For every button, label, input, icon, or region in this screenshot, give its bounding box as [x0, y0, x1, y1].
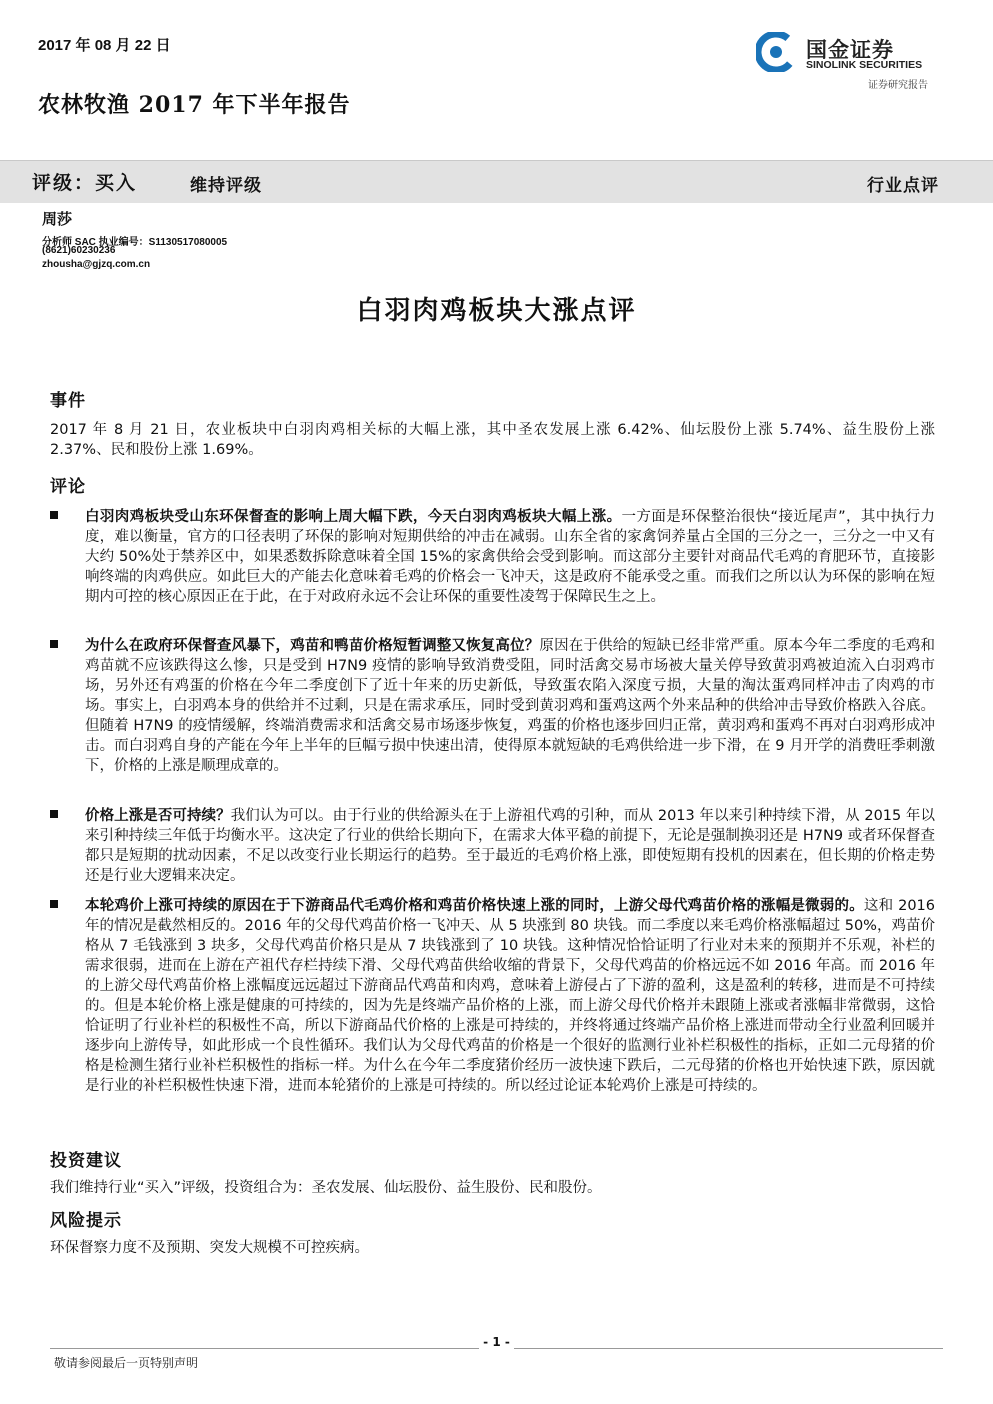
logo-subtitle: 证券研究报告 [868, 80, 928, 91]
footer-disclaimer: 敬请参阅最后一页特别声明 [54, 1356, 199, 1370]
section-risk-heading: 风险提示 [50, 1211, 122, 1231]
logo-cn-name: 国金证券 [806, 38, 894, 62]
comment-body: 原因在于供给的短缺已经非常严重。原本今年二季度的毛鸡和鸡苗就不应该跌得这么惨，只是受到 H7N9 疫情的影响导致消费受阻，同时活禽交易市场被大量关停导致黄羽鸡被迫流入白羽鸡市场，另外还有鸡蛋的价格在今年二季度创下了近十年来的历史新低，导致蛋农陷入深度亏损，大量的淘汰蛋鸡同样冲击了肉鸡的市场。事实上，白羽鸡本身的供给并不过剩，只是在需求承压，同时受到黄羽鸡和蛋鸡这两个外来品种的供给冲击导致价格跌入谷底。但随着 H7N9 的疫情缓解，终端消费需求和活禽交易市场逐步恢复，鸡蛋的价格也逐步回归正常，黄羽鸡和蛋鸡不再对白羽鸡形成冲击。而白羽鸡自身的产能在今年上半年的巨幅亏损中快速出清，使得原本就短缺的毛鸡供给进一步下滑，在 9 月开学的消费旺季刺激下，价格的上涨是顺理成章的。 [85, 638, 936, 774]
comment-body: 这和 2016 年的情况是截然相反的。2016 年的父母代鸡苗价格一飞冲天、从 5 块涨到 80 块钱。而二季度以来毛鸡价格涨幅超过 50%，鸡苗价格从 7 毛钱涨到 3 块多，父母代鸡苗价格只是从 7 块钱涨到了 10 块钱。这种情况恰恰证明了行业对未来的预期并不乐观，补栏的需求很弱，进而在上游在产祖代存栏持续下滑、父母代鸡苗供给收缩的背景下，父母代鸡苗的价格远远不如 2016 年高。而 2016 年的上游父母代鸡苗价格上涨幅度远远超过下游商品代鸡苗和肉鸡，意味着上游侵占了下游的盈利，这是盈利的转移，进而是不可持续的。但是本轮价格上涨是健康的可持续的，因为先是终端产品价格的上涨，而上游父母代价格并未跟随上涨或者涨幅非常微弱，这恰恰证明了行业补栏的积极性不高，所以下游商品代价格的上涨是可持续的，并终将通过终端产品价格上涨进而带动全行业盈利回暖并逐步向上游传导，如此形成一个良性循环。我们认为父母代鸡苗的价格是一个很好的监测行业补栏积极性的指标，正如二元母猪的价格是检测生猪行业补栏积极性的指标一样。为什么在今年二季度猪价经历一波快速下跌后，二元母猪的价格也开始快速下跌，原因就是行业的补栏积极性快速下滑，进而本轮猪价的上涨是可持续的。所以经过论证本轮鸡价上涨是可持续的。 [85, 898, 935, 1094]
rating-label: 评级：买入 [32, 172, 138, 194]
square-bullet-icon [50, 900, 58, 908]
analyst-name: 周莎 [42, 210, 73, 228]
comment-paragraph [85, 806, 935, 886]
report-series-title: 农林牧渔 2017 年下半年报告 [38, 92, 351, 118]
rating-bar [0, 160, 993, 203]
square-bullet-icon [50, 810, 58, 818]
analyst-email: zhousha@gjzq.com.cn [42, 259, 151, 270]
logo-en-name: SINOLINK SECURITIES [806, 59, 923, 71]
list-item [50, 896, 935, 1096]
page-title: 白羽肉鸡板块大涨点评 [356, 296, 637, 326]
section-event-heading: 事件 [50, 391, 86, 411]
section-comment-heading: 评论 [50, 477, 86, 497]
square-bullet-icon [50, 640, 58, 648]
comment-lead: 本轮鸡价上涨可持续的原因在于下游商品代毛鸡价格和鸡苗价格快速上涨的同时，上游父母代鸡苗价格的涨幅是微弱的。 [85, 898, 864, 914]
analyst-phone: (8621)60230236 [42, 245, 116, 256]
comment-body: 一方面是环保整治很快“接近尾声”，其中执行力度，难以衡量，官方的口径表明了环保的影响对短期供给的冲击在减弱。山东全省的家禽饲养量占全国的三分之一，三分之一中又有大约 50%处于禁养区中，如果悉数拆除意味着全国 15%的家禽供给会受到影响。而这部分主要针对商品代毛鸡的育肥环节，直接影响终端的肉鸡供应。如此巨大的产能去化意味着毛鸡的价格会一飞冲天，这是政府不能承受之重。而我们之所以认为环保的影响在短期内可控的核心原因正在于此，在于对政府永远不会让环保的重要性凌驾于保障民生之上。 [85, 509, 936, 605]
company-logo [756, 28, 956, 92]
report-type-label: 行业点评 [867, 176, 939, 196]
report-date: 2017 年 08 月 22 日 [38, 37, 171, 54]
page-number-text: - 1 - [479, 1335, 514, 1349]
comment-paragraph [85, 507, 935, 607]
event-paragraph: 2017 年 8 月 21 日，农业板块中白羽肉鸡相关标的大幅上涨，其中圣农发展上涨 6.42%、仙坛股份上涨 5.74%、益生股份上涨 2.37%、民和股份上涨 1.69%。 [50, 422, 935, 458]
risk-paragraph: 环保督察力度不及预期、突发大规模不可控疾病。 [50, 1240, 369, 1256]
comment-body: 我们认为可以。由于行业的供给源头在于上游祖代鸡的引种，而从 2013 年以来引种持续下滑，从 2015 年以来引种持续三年低于均衡水平。这决定了行业的供给长期向下，在需求大体平稳的前提下，无论是强制换羽还是 H7N9 或者环保督查都只是短期的扰动因素，不足以改变行业长期运行的趋势。至于最近的毛鸡价格上涨，即使短期有投机的因素在，但长期的价格走势还是行业大逻辑来决定。 [85, 808, 935, 884]
page-number [0, 1335, 993, 1349]
list-item [50, 636, 935, 776]
comment-paragraph [85, 896, 935, 1096]
comment-lead: 价格上涨是否可持续？ [85, 808, 231, 824]
section-invest-heading: 投资建议 [50, 1151, 122, 1171]
maintain-rating-label: 维持评级 [190, 176, 262, 196]
square-bullet-icon [50, 511, 58, 519]
sinolink-logo-icon [756, 32, 796, 72]
list-item [50, 806, 935, 886]
invest-paragraph: 我们维持行业“买入”评级，投资组合为：圣农发展、仙坛股份、益生股份、民和股份。 [50, 1180, 602, 1196]
comment-lead: 为什么在政府环保督查风暴下，鸡苗和鸭苗价格短暂调整又恢复高位？ [85, 638, 540, 654]
analyst-cert: 分析师 SAC 执业编号：S1130517080005 [42, 237, 228, 248]
comment-lead: 白羽肉鸡板块受山东环保督查的影响上周大幅下跌，今天白羽肉鸡板块大幅上涨。 [85, 509, 622, 525]
comment-paragraph [85, 636, 935, 776]
list-item [50, 507, 935, 607]
